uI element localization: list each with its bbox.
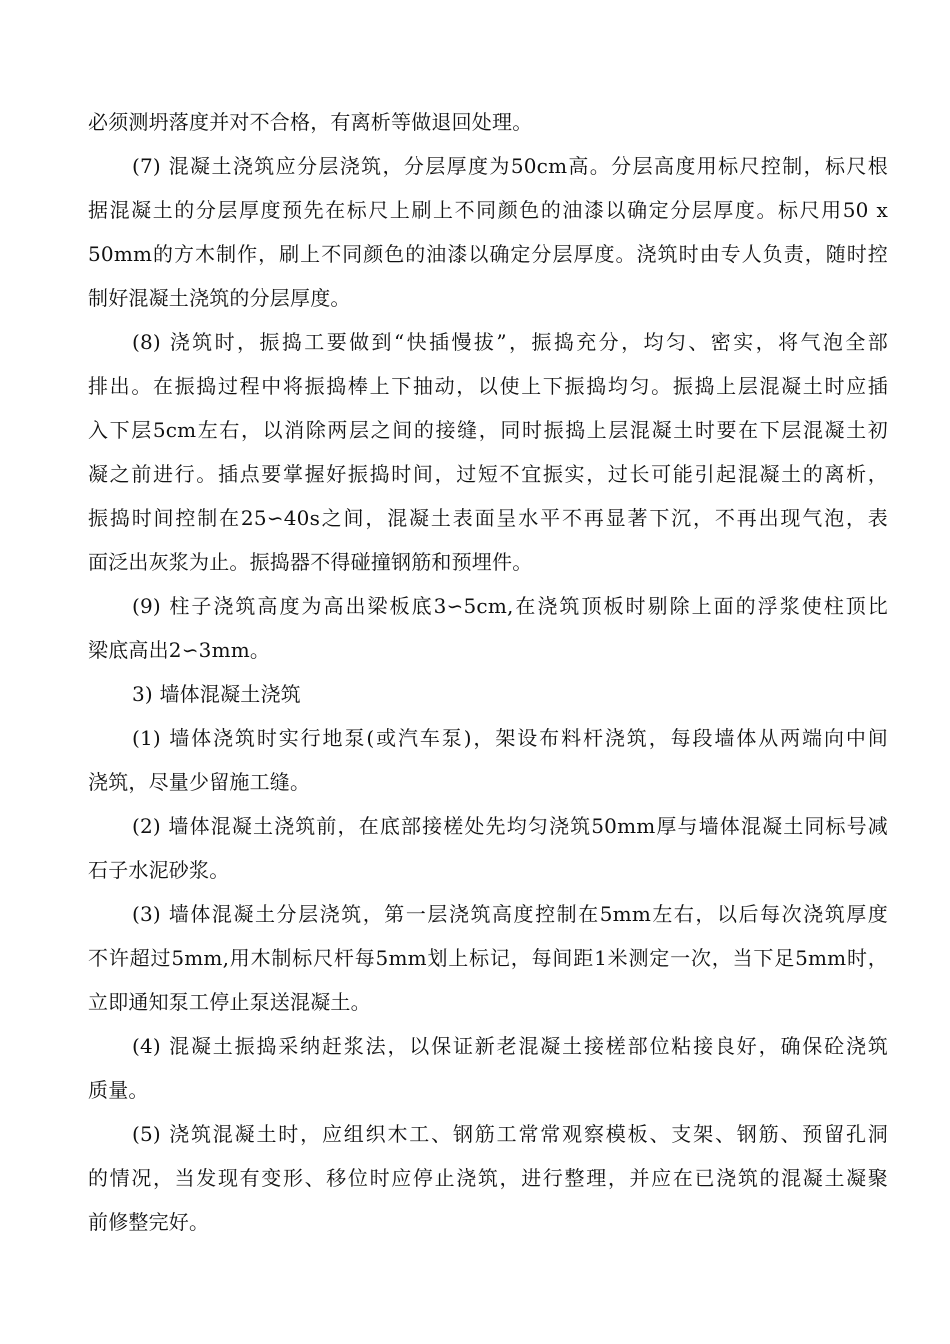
text-line: (4) 混凝土振捣采纳赶浆法，以保证新老混凝土接槎部位粘接良好，确保砼浇筑 (132, 1034, 888, 1058)
text-line: 面泛出灰浆为止。振捣器不得碰撞钢筋和预埋件。 (88, 550, 533, 574)
text-line: (3) 墙体混凝土分层浇筑，第一层浇筑高度控制在5mm左右，以后每次浇筑厚度 (132, 902, 888, 926)
text-line: 不许超过5mm,用木制标尺杆每5mm划上标记，每间距1米测定一次，当下足5mm时， (88, 946, 888, 970)
text-line: (7) 混凝土浇筑应分层浇筑，分层厚度为50cm高。分层高度用标尺控制，标尺根 (132, 154, 888, 178)
text-line: (5) 浇筑混凝土时，应组织木工、钢筋工常常观察模板、支架、钢筋、预留孔洞 (132, 1122, 888, 1146)
text-line: 的情况，当发现有变形、移位时应停止浇筑，进行整理，并应在已浇筑的混凝土凝聚 (88, 1166, 888, 1190)
text-line: 浇筑，尽量少留施工缝。 (88, 770, 311, 794)
text-line: 石子水泥砂浆。 (88, 858, 230, 882)
section-heading: 3) 墙体混凝土浇筑 (132, 682, 301, 706)
text-line: 据混凝土的分层厚度预先在标尺上刷上不同颜色的油漆以确定分层厚度。标尺用50 x (88, 198, 888, 222)
text-line: 制好混凝土浇筑的分层厚度。 (88, 286, 351, 310)
text-line: 排出。在振捣过程中将振捣棒上下抽动，以使上下振捣均匀。振捣上层混凝土时应插 (88, 374, 888, 398)
text-line: (2) 墙体混凝土浇筑前，在底部接槎处先均匀浇筑50mm厚与墙体混凝土同标号减 (132, 814, 888, 838)
text-line: 前修整完好。 (88, 1210, 210, 1234)
text-line: 入下层5cm左右，以消除两层之间的接缝，同时振捣上层混凝土时要在下层混凝土初 (88, 418, 888, 442)
text-line: 梁底高出2∽3mm。 (88, 638, 271, 662)
text-line: 质量。 (88, 1078, 149, 1102)
text-line: (1) 墙体浇筑时实行地泵(或汽车泵)，架设布料杆浇筑，每段墙体从两端向中间 (132, 726, 888, 750)
text-line: 50mm的方木制作，刷上不同颜色的油漆以确定分层厚度。浇筑时由专人负责，随时控 (88, 242, 888, 266)
text-line: (9) 柱子浇筑高度为高出梁板底3∽5cm,在浇筑顶板时剔除上面的浮浆使柱顶比 (132, 594, 888, 618)
text-line: 立即通知泵工停止泵送混凝土。 (88, 990, 371, 1014)
text-line: 振捣时间控制在25∽40s之间，混凝土表面呈水平不再显著下沉，不再出现气泡，表 (88, 506, 888, 530)
text-line: 必须测坍落度并对不合格，有离析等做退回处理。 (88, 110, 533, 134)
text-line: (8) 浇筑时，振捣工要做到“快插慢拔”，振捣充分，均匀、密实，将气泡全部 (132, 330, 888, 354)
text-line: 凝之前进行。插点要掌握好振捣时间，过短不宜振实，过长可能引起混凝土的离析， (88, 462, 888, 486)
